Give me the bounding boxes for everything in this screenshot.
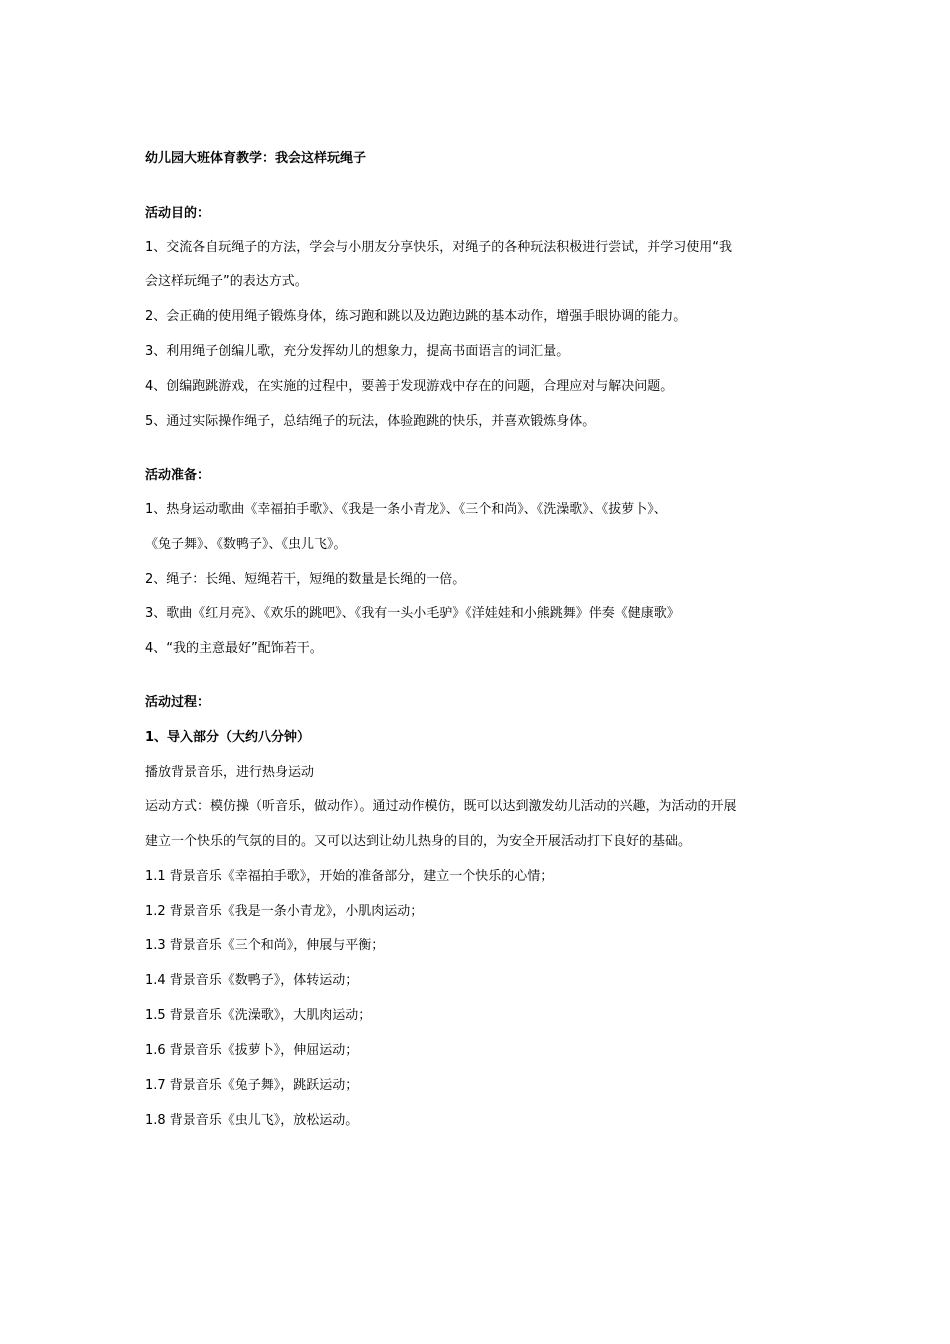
process-line: 1.8 背景音乐《虫儿飞》，放松运动。 — [145, 1113, 359, 1128]
process-heading: 活动过程： — [145, 695, 211, 710]
process-line: 1.6 背景音乐《拔萝卜》，伸屈运动； — [145, 1043, 359, 1058]
process-line: 1.7 背景音乐《兔子舞》，跳跃运动； — [145, 1078, 359, 1093]
process-line: 1.4 背景音乐《数鸭子》，体转运动； — [145, 973, 359, 988]
document-title: 幼儿园大班体育教学：我会这样玩绳子 — [145, 151, 367, 166]
goals-heading: 活动目的： — [145, 206, 211, 221]
preparation-heading: 活动准备： — [145, 468, 211, 483]
goal-line: 4、创编跑跳游戏，在实施的过程中，要善于发现游戏中存在的问题，合理应对与解决问题。 — [145, 379, 674, 394]
preparation-line: 4、“我的主意最好”配饰若干。 — [145, 641, 323, 656]
process-line: 1.1 背景音乐《幸福拍手歌》，开始的准备部分，建立一个快乐的心情； — [145, 869, 554, 884]
preparation-line: 《兔子舞》、《数鸭子》、《虫儿飞》。 — [145, 537, 347, 552]
goal-line: 3、利用绳子创编儿歌，充分发挥幼儿的想象力，提高书面语言的词汇量。 — [145, 344, 570, 359]
process-section-1-heading: 1、导入部分（大约八分钟） — [145, 730, 311, 745]
process-line: 运动方式：模仿操（听音乐，做动作）。通过动作模仿，既可以达到激发幼儿活动的兴趣，为活动的开展 — [145, 799, 737, 814]
preparation-line: 1、热身运动歌曲《幸福拍手歌》、《我是一条小青龙》、《三个和尚》、《洗澡歌》、《拔萝卜》、 — [145, 502, 667, 517]
goal-line: 5、通过实际操作绳子，总结绳子的玩法，体验跑跳的快乐，并喜欢锻炼身体。 — [145, 414, 596, 429]
goal-line: 2、会正确的使用绳子锻炼身体，练习跑和跳以及边跑边跳的基本动作，增强手眼协调的能力。 — [145, 309, 687, 324]
goal-line: 会这样玩绳子”的表达方式。 — [145, 274, 308, 289]
process-line: 1.3 背景音乐《三个和尚》，伸展与平衡； — [145, 938, 385, 953]
process-line: 1.5 背景音乐《洗澡歌》，大肌肉运动； — [145, 1008, 372, 1023]
process-line: 1.2 背景音乐《我是一条小青龙》，小肌肉运动； — [145, 904, 424, 919]
preparation-line: 3、歌曲《红月亮》、《欢乐的跳吧》、《我有一头小毛驴》《洋娃娃和小熊跳舞》伴奏《健康歌》 — [145, 606, 680, 621]
goal-line: 1、交流各自玩绳子的方法，学会与小朋友分享快乐，对绳子的各种玩法积极进行尝试，并学习使用“我 — [145, 240, 733, 255]
process-line: 播放背景音乐，进行热身运动 — [145, 765, 315, 780]
preparation-line: 2、绳子：长绳、短绳若干，短绳的数量是长绳的一倍。 — [145, 572, 466, 587]
process-line: 建立一个快乐的气氛的目的。又可以达到让幼儿热身的目的，为安全开展活动打下良好的基础。 — [145, 834, 692, 849]
